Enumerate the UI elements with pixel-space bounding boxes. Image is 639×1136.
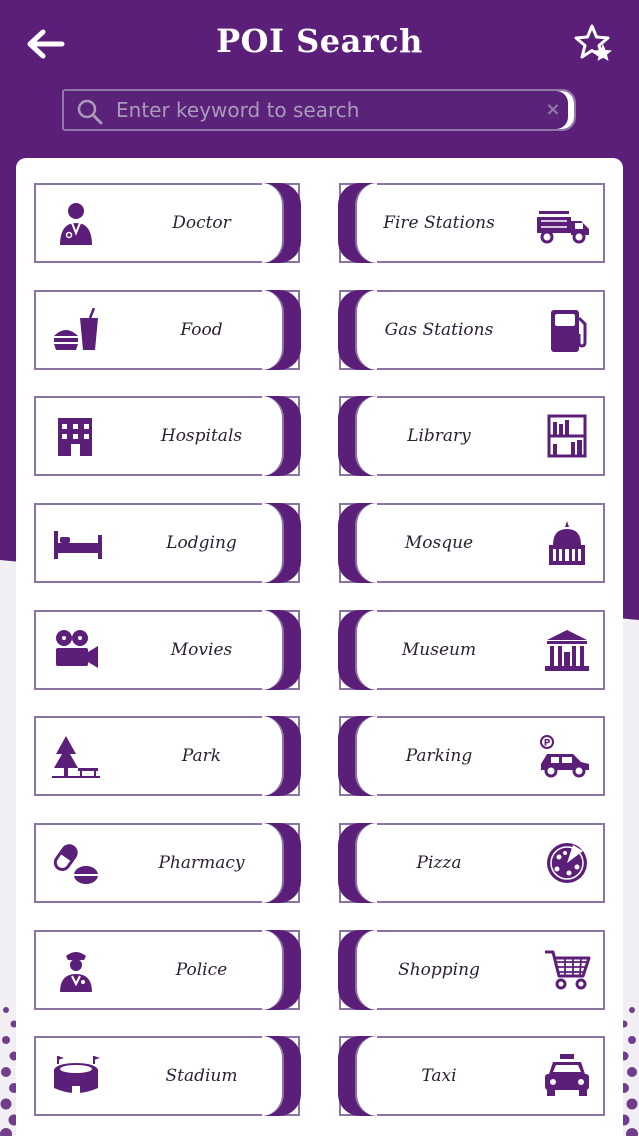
- category-pizza[interactable]: [339, 823, 605, 903]
- doctor-icon: [52, 201, 100, 245]
- tree-bench-icon: [52, 734, 100, 778]
- search-box: [62, 89, 576, 131]
- category-park[interactable]: [34, 716, 300, 796]
- search-input[interactable]: [116, 95, 526, 125]
- food-icon: [52, 308, 100, 352]
- hospital-icon: [52, 414, 100, 458]
- category-label: Doctor: [172, 213, 231, 233]
- favorites-button[interactable]: [572, 22, 616, 66]
- category-label: Shopping: [398, 960, 480, 980]
- category-stadium[interactable]: [34, 1036, 300, 1116]
- star-favorites-icon: [574, 24, 614, 64]
- category-panel: [16, 158, 623, 1136]
- category-label: Taxi: [421, 1066, 457, 1086]
- category-label: Parking: [405, 746, 473, 766]
- category-label: Movies: [170, 640, 233, 660]
- pizza-icon: [543, 841, 591, 885]
- category-fire-stations[interactable]: [339, 183, 605, 263]
- bookshelf-icon: [543, 414, 591, 458]
- category-doctor[interactable]: [34, 183, 300, 263]
- category-movies[interactable]: [34, 610, 300, 690]
- category-lodging[interactable]: [34, 503, 300, 583]
- category-label: Library: [407, 426, 471, 446]
- fire-truck-icon: [535, 201, 591, 245]
- stadium-icon: [52, 1054, 100, 1098]
- category-label: Fire Stations: [383, 213, 495, 233]
- category-label: Stadium: [165, 1066, 238, 1086]
- taxi-icon: [543, 1054, 591, 1098]
- category-label: Food: [180, 320, 223, 340]
- shopping-cart-icon: [543, 948, 591, 992]
- mosque-icon: [543, 521, 591, 565]
- category-taxi[interactable]: [339, 1036, 605, 1116]
- category-label: Hospitals: [160, 426, 243, 446]
- category-mosque[interactable]: [339, 503, 605, 583]
- category-museum[interactable]: [339, 610, 605, 690]
- category-gas-stations[interactable]: [339, 290, 605, 370]
- category-label: Mosque: [404, 533, 474, 553]
- parking-car-icon: [537, 734, 591, 778]
- category-label: Pharmacy: [158, 853, 245, 873]
- bed-icon: [52, 521, 104, 565]
- category-shopping[interactable]: [339, 930, 605, 1010]
- film-projector-icon: [52, 628, 100, 672]
- header-bar: [0, 0, 639, 90]
- category-label: Park: [181, 746, 222, 766]
- category-library[interactable]: [339, 396, 605, 476]
- category-label: Pizza: [416, 853, 462, 873]
- gas-pump-icon: [543, 308, 591, 352]
- category-parking[interactable]: [339, 716, 605, 796]
- museum-icon: [543, 628, 591, 672]
- category-label: Gas Stations: [384, 320, 494, 340]
- category-label: Police: [175, 960, 228, 980]
- category-label: Lodging: [166, 533, 237, 553]
- category-hospitals[interactable]: [34, 396, 300, 476]
- category-food[interactable]: [34, 290, 300, 370]
- clear-search-icon[interactable]: ×: [545, 99, 561, 120]
- police-officer-icon: [52, 948, 100, 992]
- pill-icon: [52, 841, 100, 885]
- category-police[interactable]: [34, 930, 300, 1010]
- category-label: Museum: [401, 640, 477, 660]
- page-title: POI Search: [216, 22, 423, 60]
- category-pharmacy[interactable]: [34, 823, 300, 903]
- search-icon: [76, 98, 104, 126]
- svg-text:P: P: [543, 738, 551, 749]
